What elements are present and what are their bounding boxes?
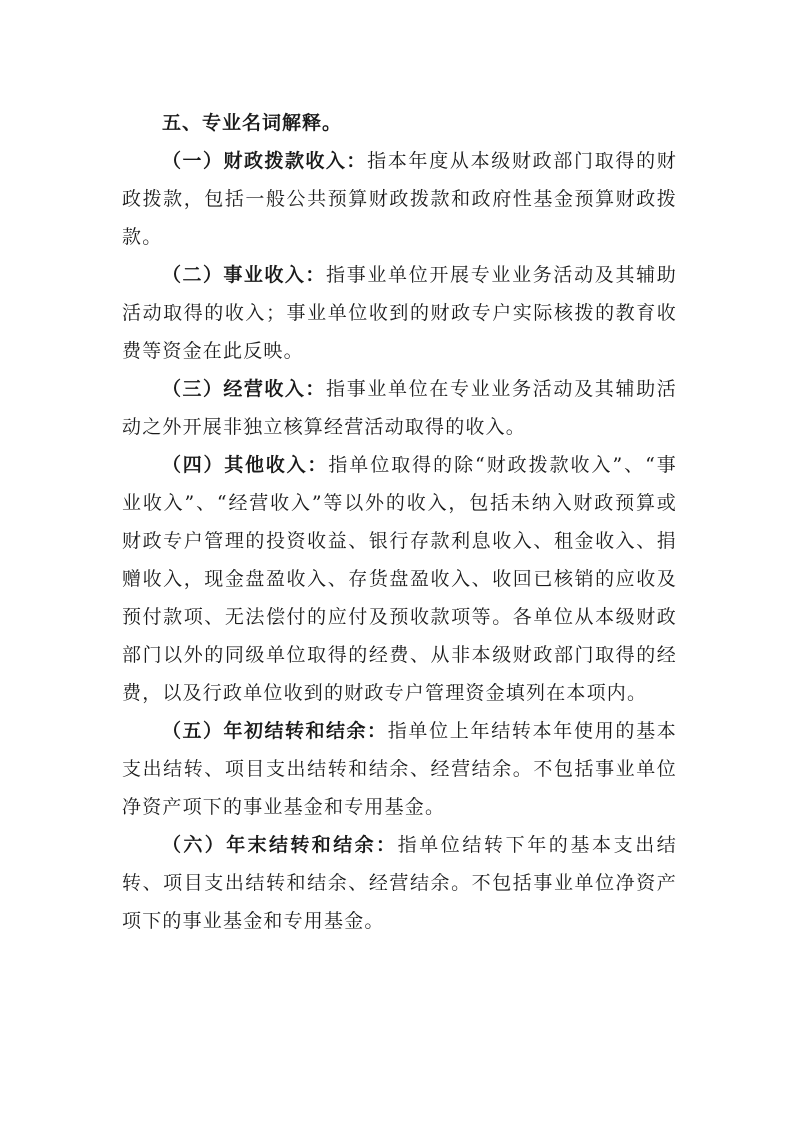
term-separator: ： — [346, 150, 368, 172]
term-definition: 指事业单位开展专业业务活动及其辅助活动取得的收入；事业单位收到的财政专户实际核拨的教育收费等资金在此反映。 — [122, 264, 677, 362]
term-separator: ： — [367, 720, 388, 742]
term-paragraph-5 — [122, 712, 677, 826]
term-definition: 指单位结转下年的基本支出结转、项目支出结转和结余、经营结余。不包括事业单位净资产项下的事业基金和专用基金。 — [122, 834, 677, 932]
term-definition: 指事业单位在专业业务活动及其辅助活动之外开展非独立核算经营活动取得的收入。 — [122, 378, 677, 438]
term-name: （一）财政拨款收入 — [162, 150, 347, 172]
term-definition: 指本年度从本级财政部门取得的财政拨款，包括一般公共预算财政拨款和政府性基金预算财政拨款。 — [122, 150, 677, 248]
term-name: （二）事业收入 — [162, 264, 306, 286]
document-body — [122, 104, 677, 940]
term-name: （五）年初结转和结余 — [162, 720, 367, 742]
term-separator: ： — [376, 834, 398, 856]
term-name: （六）年末结转和结余 — [162, 834, 376, 856]
term-paragraph-3 — [122, 370, 677, 446]
term-separator: ： — [305, 378, 327, 400]
term-separator: ： — [307, 454, 329, 476]
term-definition: 指单位上年结转本年使用的基本支出结转、项目支出结转和结余、经营结余。不包括事业单位净资产项下的事业基金和专用基金。 — [122, 720, 677, 818]
term-definition: 指单位取得的除“财政拨款收入”、“事业收入”、“经营收入”等以外的收入，包括未纳入财政预算或财政专户管理的投资收益、银行存款利息收入、租金收入、捐赠收入，现金盘盈收入、存货盘盈收入、收回已核销的应收及预付款项、无法偿付的应付及预收款项等。各单位从本级财政部门以外的同级单位取得的经费、从非本级财政部门取得的经费，以及行政单位收到的财政专户管理资金填列在本项内。 — [122, 454, 677, 704]
term-paragraph-6 — [122, 826, 677, 940]
term-paragraph-4 — [122, 446, 677, 712]
section-title: 五、专业名词解释。 — [162, 112, 343, 134]
term-separator: ： — [305, 264, 327, 286]
term-name: （三）经营收入 — [162, 378, 306, 400]
term-paragraph-1 — [122, 142, 677, 256]
term-paragraph-2 — [122, 256, 677, 370]
term-name: （四）其他收入 — [162, 454, 308, 476]
